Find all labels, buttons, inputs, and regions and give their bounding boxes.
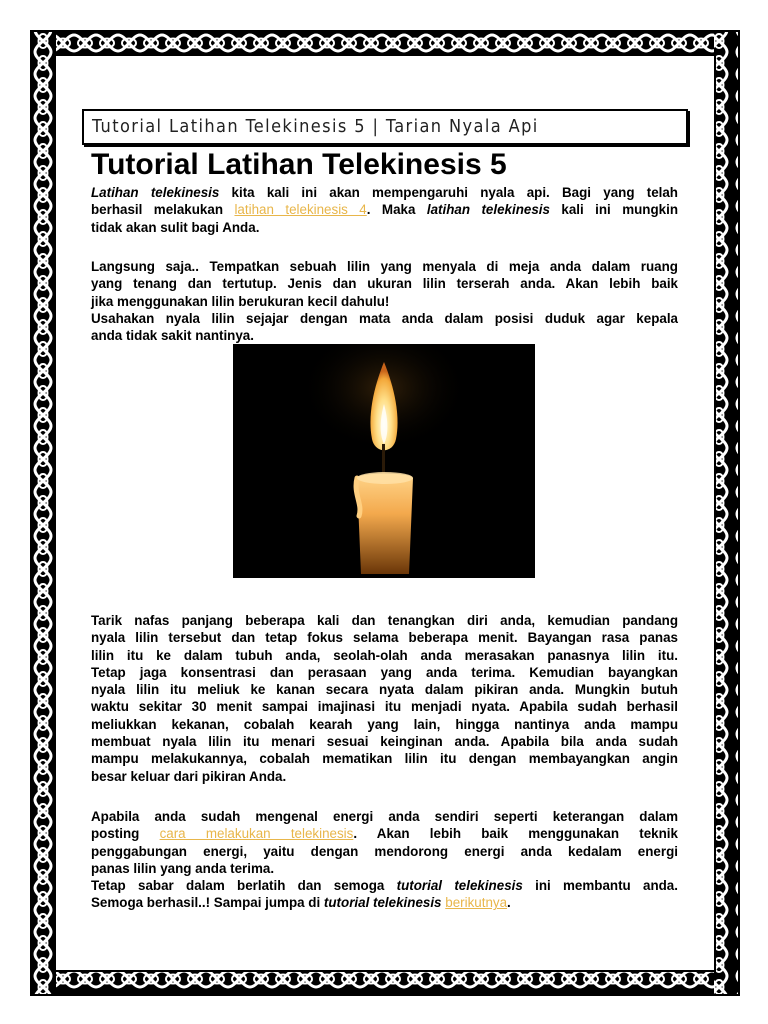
text-line: panas lilin yang anda terima. [91, 860, 275, 876]
paragraph-closing [91, 808, 678, 912]
link-cara-melakukan-telekinesis[interactable]: cara melakukan telekinesis [159, 826, 354, 842]
text-run: Semoga berhasil..! Sampai jumpa di [91, 895, 324, 911]
link-berikutnya[interactable]: berikutnya [445, 895, 508, 911]
paragraph-intro [91, 184, 678, 236]
text-run: berhasil melakukan [91, 202, 235, 218]
text-line: mampu melakukannya, cobalah mematikan lilin itu dengan membayangkan angin [91, 751, 678, 767]
candle-photo [233, 344, 535, 578]
header-box [82, 109, 688, 145]
text-line: nyala lilin tersebut dan tetap fokus selama beberapa menit. Bayangan rasa panas [91, 630, 678, 646]
text-run: kali ini mungkin [549, 202, 678, 218]
text-run: Tetap sabar dalam berlatih dan semoga [91, 878, 397, 894]
text-line: Tetap jaga konsentrasi dan perasaan yang anda terima. Kemudian bayangkan [91, 664, 678, 680]
text-line: Langsung saja.. Tempatkan sebuah lilin yang menyala di meja anda dalam ruang [91, 259, 678, 274]
text-line: besar keluar dari pikiran Anda. [91, 768, 287, 784]
text-line: Usahakan nyala lilin sejajar dengan mata anda dalam posisi duduk agar kepala [91, 310, 678, 326]
paragraph-setup [91, 258, 678, 344]
text-line: yang tenang dan tertutup. Jenis dan ukuran lilin terserah anda. Akan lebih baik [91, 276, 678, 292]
text-line: membuat nyala lilin itu menari sesuai keinginan anda. Apabila bila anda sudah [91, 734, 678, 750]
text-run: kita kali ini akan mempengaruhi nyala api. Bagi yang telah [219, 185, 678, 200]
text-line: jika menggunakan lilin berukuran kecil dahulu! [91, 293, 390, 309]
text-line: anda tidak sakit nantinya. [91, 328, 254, 344]
text-line: Tarik nafas panjang beberapa kali dan tenangkan diri anda, kemudian pandang [91, 613, 678, 628]
text-run: posting [91, 826, 160, 842]
text-line: nyala lilin itu meliuk ke kanan secara nyata dalam pikiran anda. Mungkin butuh [91, 682, 678, 698]
text-run: . Akan lebih baik menggunakan teknik [353, 826, 678, 842]
candle-body [357, 474, 413, 575]
page-title: Tutorial Latihan Telekinesis 5 [91, 148, 507, 181]
text-line: penggabungan energi, yaitu dengan mendorong energi anda kedalam energi [91, 843, 678, 859]
text-line: waktu sekitar 30 menit sampai imajinasi itu menjadi nyata. Apabila sudah berhasil [91, 699, 678, 715]
italic-term: tutorial telekinesis [323, 895, 442, 911]
italic-term: latihan telekinesis [426, 202, 550, 218]
text-run: ini membantu anda. [522, 878, 678, 894]
italic-term: tutorial telekinesis [396, 878, 523, 894]
text-run: . [507, 895, 511, 911]
text-line: Apabila anda sudah mengenal energi anda sendiri seperti keterangan dalam [91, 809, 678, 824]
link-latihan-telekinesis-4[interactable]: latihan telekinesis 4 [234, 202, 367, 218]
text-line: lilin itu ke dalam tubuh anda, seolah-olah anda merasakan panasnya lilin itu. [91, 647, 678, 663]
text-line: tidak akan sulit bagi Anda. [91, 219, 260, 235]
header-text: Tutorial Latihan Telekinesis 5 | Tarian Nyala Api [92, 116, 539, 137]
paragraph-instructions [91, 612, 678, 785]
text-run: . Maka [366, 202, 427, 218]
italic-term: Latihan telekinesis [91, 185, 220, 200]
text-line: meliukkan kekanan, cobalah kearah yang lain, hingga nantinya anda mampu [91, 716, 678, 732]
